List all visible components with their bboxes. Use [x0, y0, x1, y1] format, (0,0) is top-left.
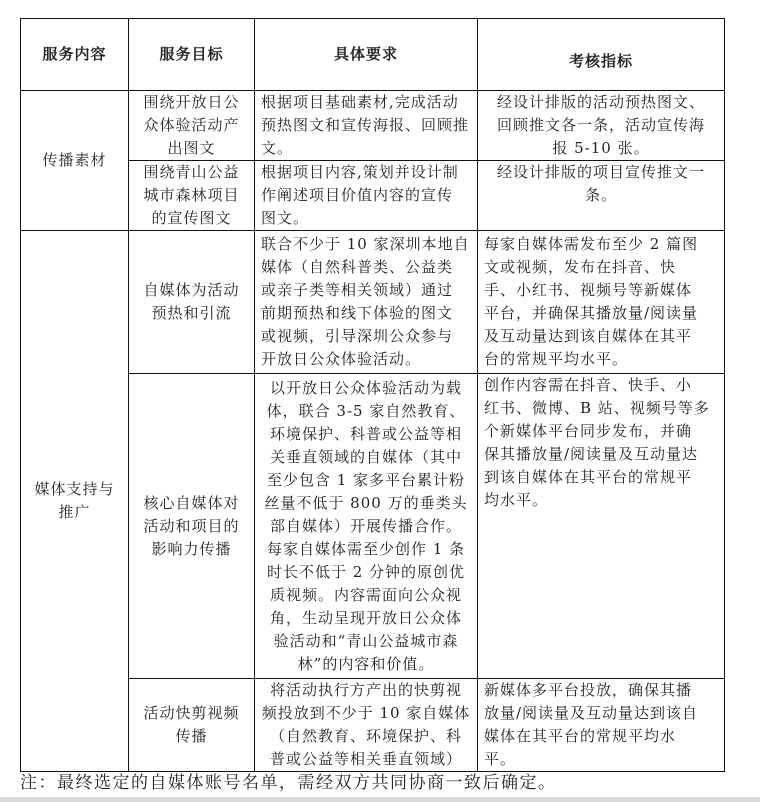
header-service-goal: 服务目标 [129, 19, 255, 91]
indicator-cell: 新媒体多平台投放，确保其播 放量/阅读量及互动量达到该自 媒体在其平台的常规平均水 平。 [478, 679, 725, 772]
indicator-cell: 创作内容需在抖音、快手、小 红书、微博、B 站、视频号等多 个新媒体平台同步发布，并确 保其播放量/阅读量及互动量达 到该自媒体在其平台的常规平 均水平。 [478, 374, 725, 679]
bottom-bar [0, 797, 760, 802]
requirement-cell: 根据项目内容,策划并设计制 作阐述项目价值内容的宣传 图文。 [255, 161, 478, 231]
requirement-cell: 将活动执行方产出的快剪视 频投放到不少于 10 家自媒体 （自然教育、环境保护、科 普或公益等相关垂直领域） [255, 679, 478, 772]
goal-cell: 自媒体为活动 预热和引流 [129, 231, 255, 374]
goal-cell: 围绕开放日公 众体验活动产 出图文 [129, 91, 255, 161]
service-content-cell: 传播素材 [21, 91, 129, 231]
service-table [20, 18, 725, 772]
indicator-cell: 经设计排版的活动预热图文、 回顾推文各一条，活动宣传海 报 5-10 张。 [478, 91, 725, 161]
goal-cell: 围绕青山公益 城市森林项目 的宣传图文 [129, 161, 255, 231]
indicator-cell: 经设计排版的项目宣传推文一 条。 [478, 161, 725, 231]
goal-cell: 核心自媒体对 活动和项目的 影响力传播 [129, 374, 255, 679]
requirement-cell: 根据项目基础素材,完成活动 预热图文和宣传海报、回顾推 文。 [255, 91, 478, 161]
table-header-row [21, 19, 725, 91]
service-content-cell: 媒体支持与 推广 [21, 231, 129, 772]
requirement-cell: 联合不少于 10 家深圳本地自 媒体（自然科普类、公益类 或亲子类等相关领域）通过 前期预热和线下体验的图文 或视频，引导深圳公众参与 开放日公众体验活动。 [255, 231, 478, 374]
requirement-cell: 以开放日公众体验活动为载 体，联合 3-5 家自然教育、 环境保护、科普或公益等相 关垂直领域的自媒体（其中 至少包含 1 家多平台累计粉 丝量不低于 800 万的垂类头 部自媒体）开展传播合作。 每家自媒体需至少创作 1 条 时长不低于 2 分钟的原创优 质视频。内容需面向公众视 角，生动呈现开放日公众体 验活动和“青山公益城市森 林”的内容和价值。 [255, 374, 478, 679]
indicator-cell: 每家自媒体需发布至少 2 篇图 文或视频，发布在抖音、快 手、小红书、视频号等新媒体 平台，并确保其播放量/阅读量 及互动量达到该自媒体在其平 台的常规平均水平。 [478, 231, 725, 374]
header-requirement: 具体要求 [255, 19, 478, 91]
header-indicator: 考核指标 [478, 19, 725, 91]
table-row [21, 231, 725, 374]
footnote: 注：最终选定的自媒体账号名单，需经双方共同协商一致后确定。 [20, 773, 557, 793]
header-service-content: 服务内容 [21, 19, 129, 91]
goal-cell: 活动快剪视频 传播 [129, 679, 255, 772]
table-row [21, 91, 725, 161]
